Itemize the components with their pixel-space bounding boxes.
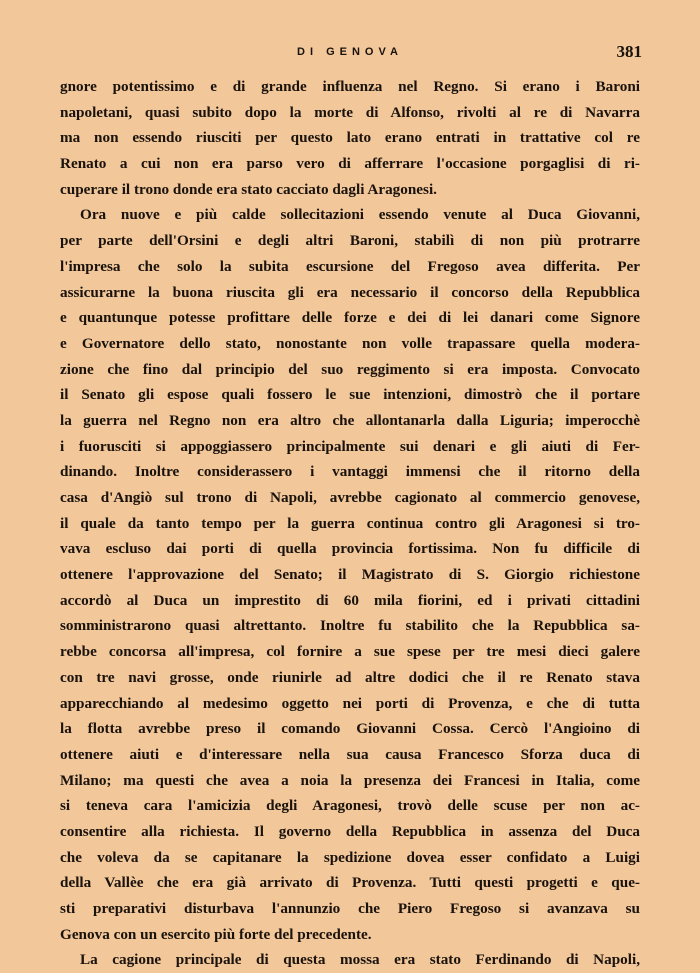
text-line: l'impresa che solo la subita escursione del Fregoso avea differita. Per xyxy=(60,257,640,275)
running-header xyxy=(0,42,700,68)
text-line: vava escluso dai porti di quella provincia fortissima. Non fu difficile di xyxy=(60,540,640,558)
text-line: rebbe concorsa all'impresa, col fornire a sue spese per tre mesi dieci galere xyxy=(60,643,640,661)
text-line: Milano; ma questi che avea a noia la presenza dei Francesi in Italia, come xyxy=(60,771,640,789)
text-line: La cagione principale di questa mossa era stato Ferdinando di Napoli, xyxy=(80,951,640,969)
text-line: si teneva cara l'amicizia degli Aragonesi, trovò delle scuse per non ac- xyxy=(60,797,640,815)
text-line: la flotta avrebbe preso il comando Giovanni Cossa. Cercò l'Angioino di xyxy=(60,720,640,738)
text-line: cuperare il trono donde era stato cacciato dagli Aragonesi. xyxy=(60,180,437,198)
text-line: e Governatore dello stato, nonostante non volle trapassare quella modera- xyxy=(60,334,640,352)
body-text xyxy=(60,74,640,973)
text-line: la guerra nel Regno non era altro che allontanarla dalla Liguria; imperocchè xyxy=(60,411,640,429)
text-line: napoletani, quasi subito dopo la morte di Alfonso, rivolti al re di Navarra xyxy=(60,103,640,121)
text-line: il Senato gli espose quali fossero le sue intenzioni, dimostrò che il portare xyxy=(60,386,640,404)
text-line: zione che fino dal principio del suo reggimento si era imposta. Convocato xyxy=(60,360,640,378)
text-line: i fuorusciti si appoggiassero principalmente sui denari e gli aiuti di Fer- xyxy=(60,437,640,455)
text-line: casa d'Angiò sul trono di Napoli, avrebbe cagionato al commercio genovese, xyxy=(60,489,640,506)
text-line: ottenere l'approvazione del Senato; il Magistrato di S. Giorgio richiestone xyxy=(60,566,640,584)
text-line: somministrarono quasi altrettanto. Inoltre fu stabilito che la Repubblica sa- xyxy=(60,617,640,635)
text-line: apparecchiando al medesimo oggetto nei porti di Provenza, e che di tutta xyxy=(60,694,640,712)
text-line: Genova con un esercito più forte del precedente. xyxy=(60,925,372,943)
text-line: ma non essendo riusciti per questo lato erano entrati in trattative col re xyxy=(60,129,640,147)
text-line: della Vallèe che era già arrivato di Provenza. Tutti questi progetti e que- xyxy=(60,874,640,892)
text-line: per parte dell'Orsini e degli altri Baroni, stabilì di non più protrarre xyxy=(60,232,640,250)
text-line: gnore potentissimo e di grande influenza nel Regno. Si erano i Baroni xyxy=(60,78,640,95)
text-line: accordò al Duca un imprestito di 60 mila fiorini, ed i privati cittadini xyxy=(60,591,640,609)
running-title: DI GENOVA xyxy=(297,46,403,58)
text-line: Renato a cui non era parso vero di afferrare l'occasione porgaglisi di ri- xyxy=(60,155,640,173)
page-number: 381 xyxy=(616,42,642,61)
text-line: con tre navi grosse, onde riunirle ad altre dodici che il re Renato stava xyxy=(60,668,640,686)
text-line: consentire alla richiesta. Il governo della Repubblica in assenza del Duca xyxy=(60,822,640,840)
text-line: il quale da tanto tempo per la guerra continua contro gli Aragonesi si tro- xyxy=(60,514,640,532)
text-line: assicurarne la buona riuscita gli era necessario il concorso della Repubblica xyxy=(60,283,640,301)
text-line: ottenere aiuti e d'interessare nella sua causa Francesco Sforza duca di xyxy=(60,745,640,763)
text-line: sti preparativi disturbava l'annunzio che Piero Fregoso si avanzava su xyxy=(60,900,640,917)
text-line: Ora nuove e più calde sollecitazioni essendo venute al Duca Giovanni, xyxy=(80,206,640,224)
text-line: che voleva da se capitanare la spedizione dovea esser confidato a Luigi xyxy=(60,848,640,866)
text-line: dinando. Inoltre considerassero i vantaggi immensi che il ritorno della xyxy=(60,463,640,481)
text-line: e quantunque potesse profittare delle forze e dei di lei danari come Signore xyxy=(60,309,640,327)
